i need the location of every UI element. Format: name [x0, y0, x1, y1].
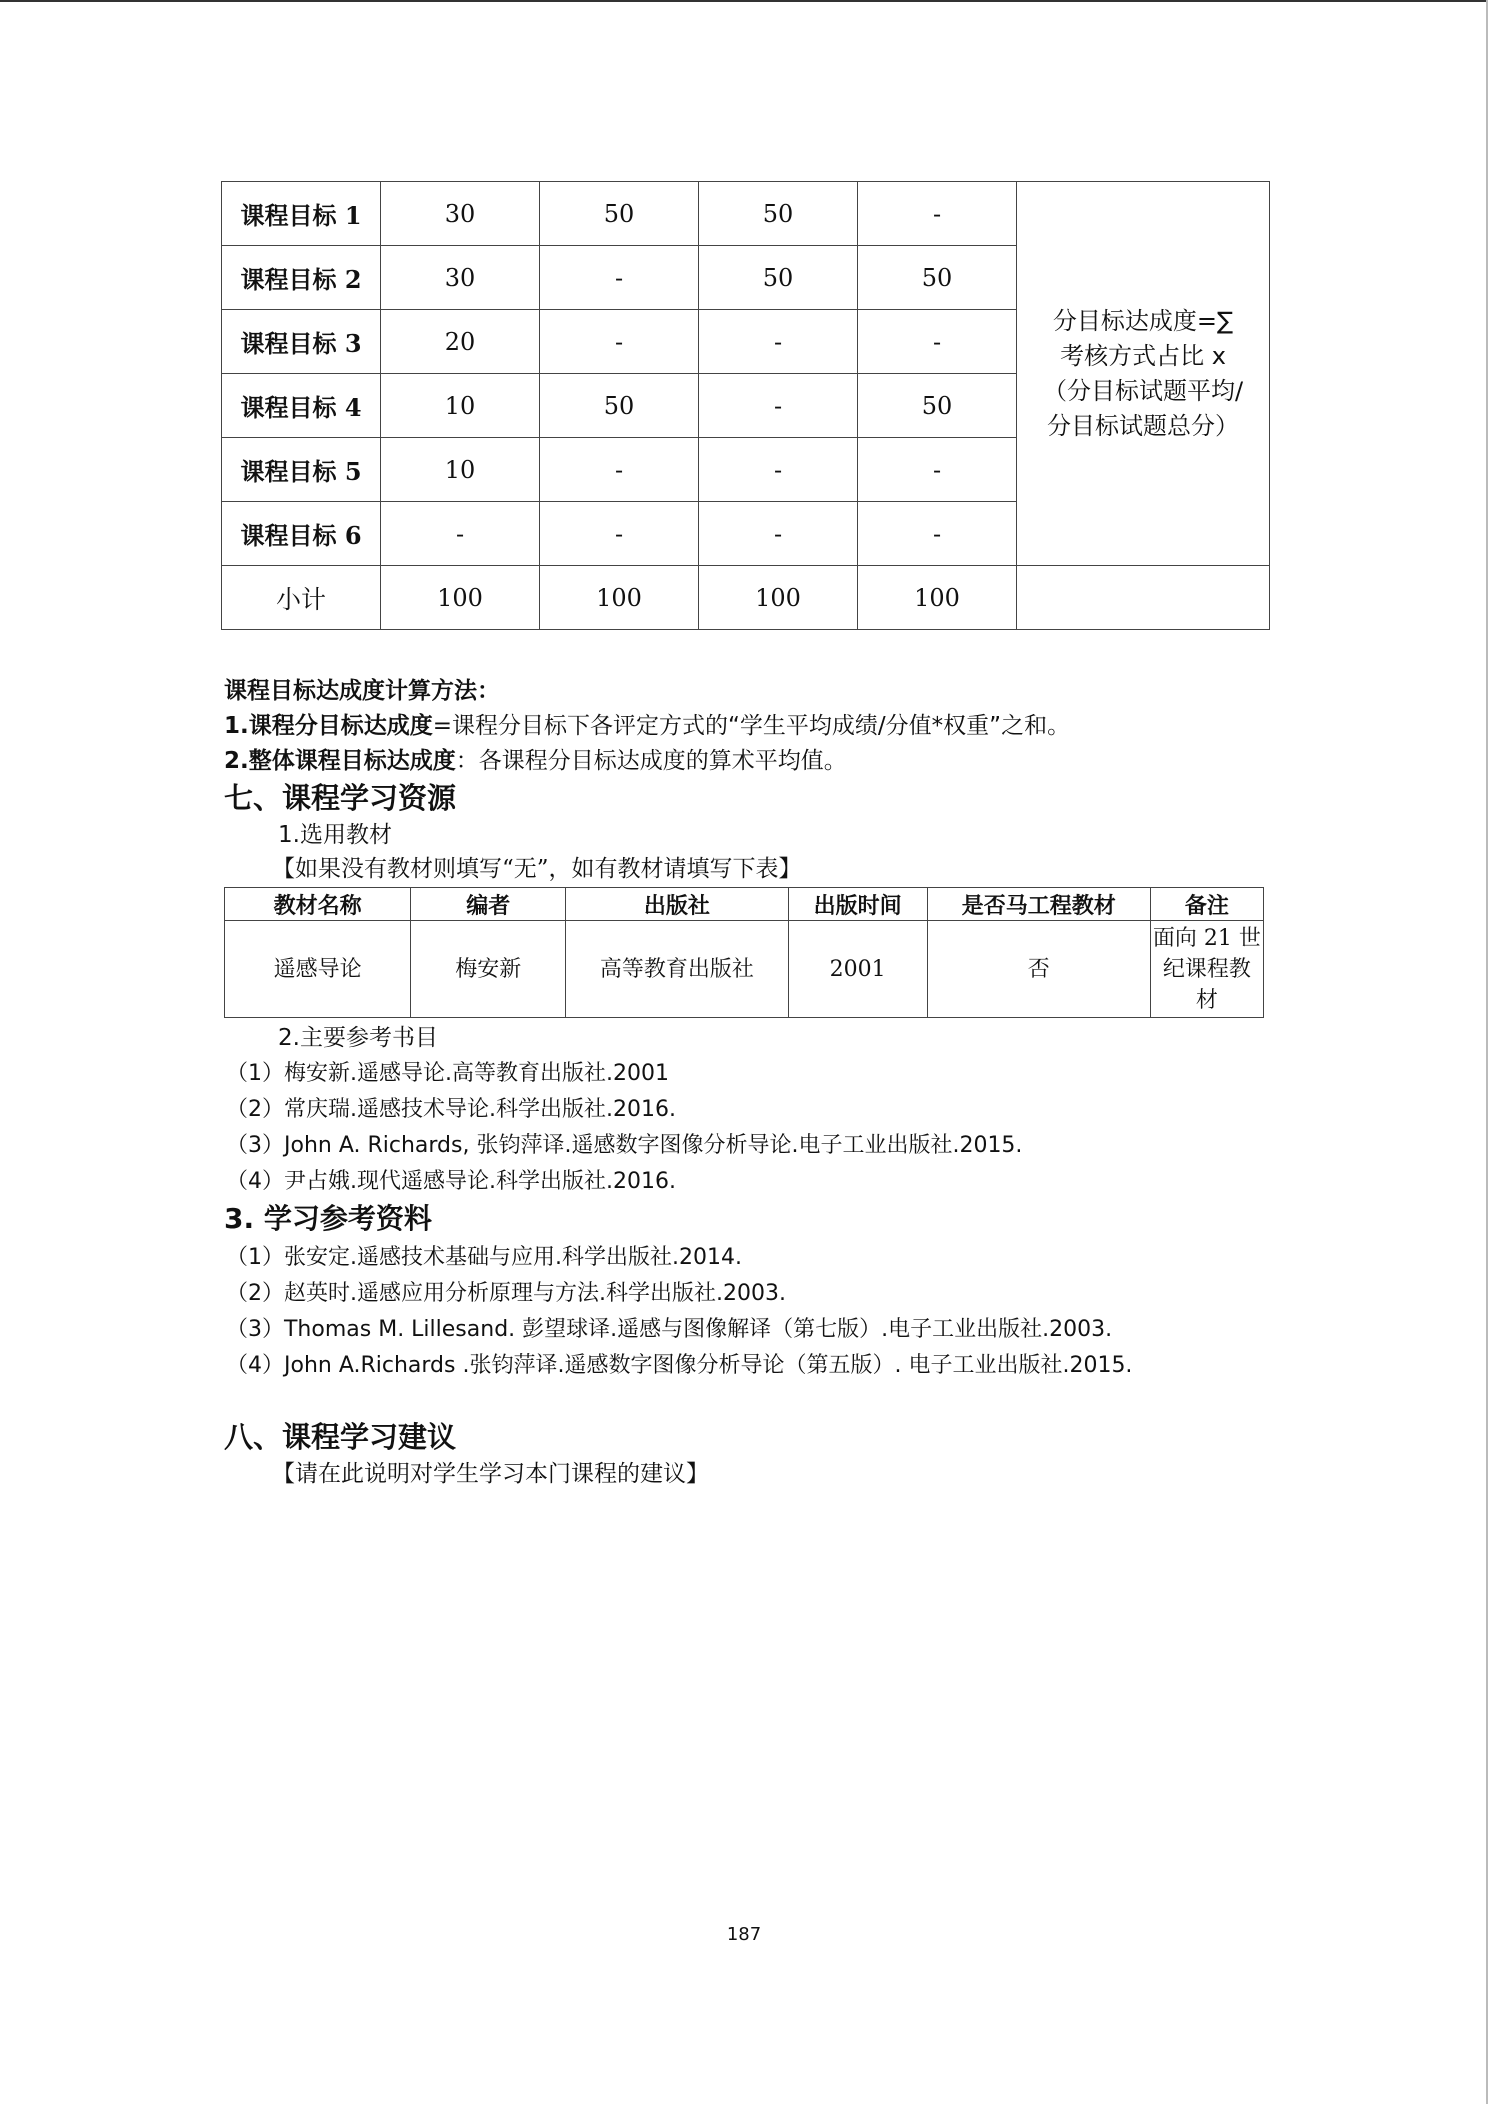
cell-value: - [699, 438, 858, 502]
textbook-cell: 遥感导论 [225, 921, 411, 1018]
study-advice-note: 【请在此说明对学生学习本门课程的建议】 [272, 1461, 709, 1487]
cell-value: 50 [858, 374, 1017, 438]
textbook-cell: 梅安新 [411, 921, 566, 1018]
materials-heading: 3. 学习参考资料 [224, 1202, 432, 1235]
cell-value: - [858, 502, 1017, 566]
calc-method-item-1-term: 1.课程分目标达成度 [224, 713, 433, 739]
row-label: 课程目标 2 [222, 246, 381, 310]
subtotal-value: 100 [699, 566, 858, 630]
calc-method-item-2-term: 2.整体课程目标达成度 [224, 748, 456, 774]
textbook-subheading: 1.选用教材 [278, 822, 392, 848]
column-header: 备注 [1150, 888, 1263, 921]
list-item: （1）梅安新.遥感导论.高等教育出版社.2001 [226, 1061, 669, 1086]
textbook-cell: 高等教育出版社 [566, 921, 788, 1018]
formula-cell [1017, 182, 1270, 566]
column-header: 出版时间 [788, 888, 927, 921]
cell-value: - [540, 246, 699, 310]
textbook-header-row [225, 888, 1264, 921]
cell-value: - [858, 182, 1017, 246]
section-7-title: 七、课程学习资源 [224, 781, 457, 815]
list-item: （3）Thomas M. Lillesand. 彭望球译.遥感与图像解译（第七版）.电子工业出版社.2003. [226, 1317, 1113, 1342]
cell-value: - [858, 438, 1017, 502]
column-header: 编者 [411, 888, 566, 921]
textbook-note: 【如果没有教材则填写“无”，如有教材请填写下表】 [272, 856, 802, 882]
table-row [222, 182, 1270, 246]
list-item: （2）赵英时.遥感应用分析原理与方法.科学出版社.2003. [226, 1281, 786, 1306]
calc-method-item-2-text: ：各课程分目标达成度的算术平均值。 [455, 748, 847, 774]
reference-list [226, 1056, 1286, 1200]
cell-value: - [858, 310, 1017, 374]
page-top-border [0, 0, 1488, 2]
calc-method-item-1-text: =课程分目标下各评定方式的“学生平均成绩/分值*权重”之和。 [432, 713, 1071, 739]
subtotal-value: 100 [540, 566, 699, 630]
cell-value: 30 [381, 246, 540, 310]
calc-method-block [224, 674, 1284, 779]
calc-method-heading: 课程目标达成度计算方法： [224, 678, 500, 704]
assessment-table [221, 181, 1270, 630]
cell-value: 50 [540, 374, 699, 438]
cell-value: - [381, 502, 540, 566]
subtotal-label: 小计 [222, 566, 381, 630]
page-number: 187 [726, 1924, 762, 1945]
cell-value: - [699, 502, 858, 566]
section-8-title: 八、课程学习建议 [224, 1420, 457, 1454]
formula-line: （分目标试题平均/ [1042, 376, 1244, 405]
calc-method-item-1 [224, 709, 1284, 744]
calc-method-item-2 [224, 744, 1284, 779]
column-header: 是否马工程教材 [927, 888, 1150, 921]
cell-value: 20 [381, 310, 540, 374]
cell-value: - [699, 374, 858, 438]
reference-subheading: 2.主要参考书目 [278, 1025, 438, 1051]
column-header: 教材名称 [225, 888, 411, 921]
cell-value: - [540, 310, 699, 374]
subtotal-row [222, 566, 1270, 630]
cell-value: 30 [381, 182, 540, 246]
textbook-cell: 否 [927, 921, 1150, 1018]
row-label: 课程目标 5 [222, 438, 381, 502]
list-item: （4）尹占娥.现代遥感导论.科学出版社.2016. [226, 1169, 676, 1194]
textbook-table [224, 887, 1264, 1018]
formula-line: 考核方式占比 x [1060, 341, 1226, 370]
cell-value: 50 [540, 182, 699, 246]
cell-value: - [540, 438, 699, 502]
cell-value: - [699, 310, 858, 374]
table-row [225, 921, 1264, 1018]
cell-value: 10 [381, 438, 540, 502]
subtotal-value: 100 [381, 566, 540, 630]
subtotal-empty-cell [1017, 566, 1270, 630]
cell-value: 10 [381, 374, 540, 438]
cell-value: 50 [858, 246, 1017, 310]
list-item: （2）常庆瑞.遥感技术导论.科学出版社.2016. [226, 1097, 676, 1122]
column-header: 出版社 [566, 888, 788, 921]
list-item: （3）John A. Richards, 张钧萍译.遥感数字图像分析导论.电子工业出版社.2015. [226, 1133, 1023, 1158]
subtotal-value: 100 [858, 566, 1017, 630]
cell-value: 50 [699, 246, 858, 310]
cell-value: 50 [699, 182, 858, 246]
row-label: 课程目标 4 [222, 374, 381, 438]
textbook-cell: 2001 [788, 921, 927, 1018]
textbook-cell: 面向 21 世纪课程教材 [1150, 921, 1263, 1018]
row-label: 课程目标 3 [222, 310, 381, 374]
row-label: 课程目标 1 [222, 182, 381, 246]
formula-line: 分目标试题总分） [1047, 411, 1239, 440]
row-label: 课程目标 6 [222, 502, 381, 566]
materials-list [226, 1240, 1286, 1384]
list-item: （4）John A.Richards .张钧萍译.遥感数字图像分析导论（第五版）. 电子工业出版社.2015. [226, 1353, 1133, 1378]
formula-line: 分目标达成度=∑ [1052, 306, 1234, 335]
list-item: （1）张安定.遥感技术基础与应用.科学出版社.2014. [226, 1245, 742, 1270]
cell-value: - [540, 502, 699, 566]
